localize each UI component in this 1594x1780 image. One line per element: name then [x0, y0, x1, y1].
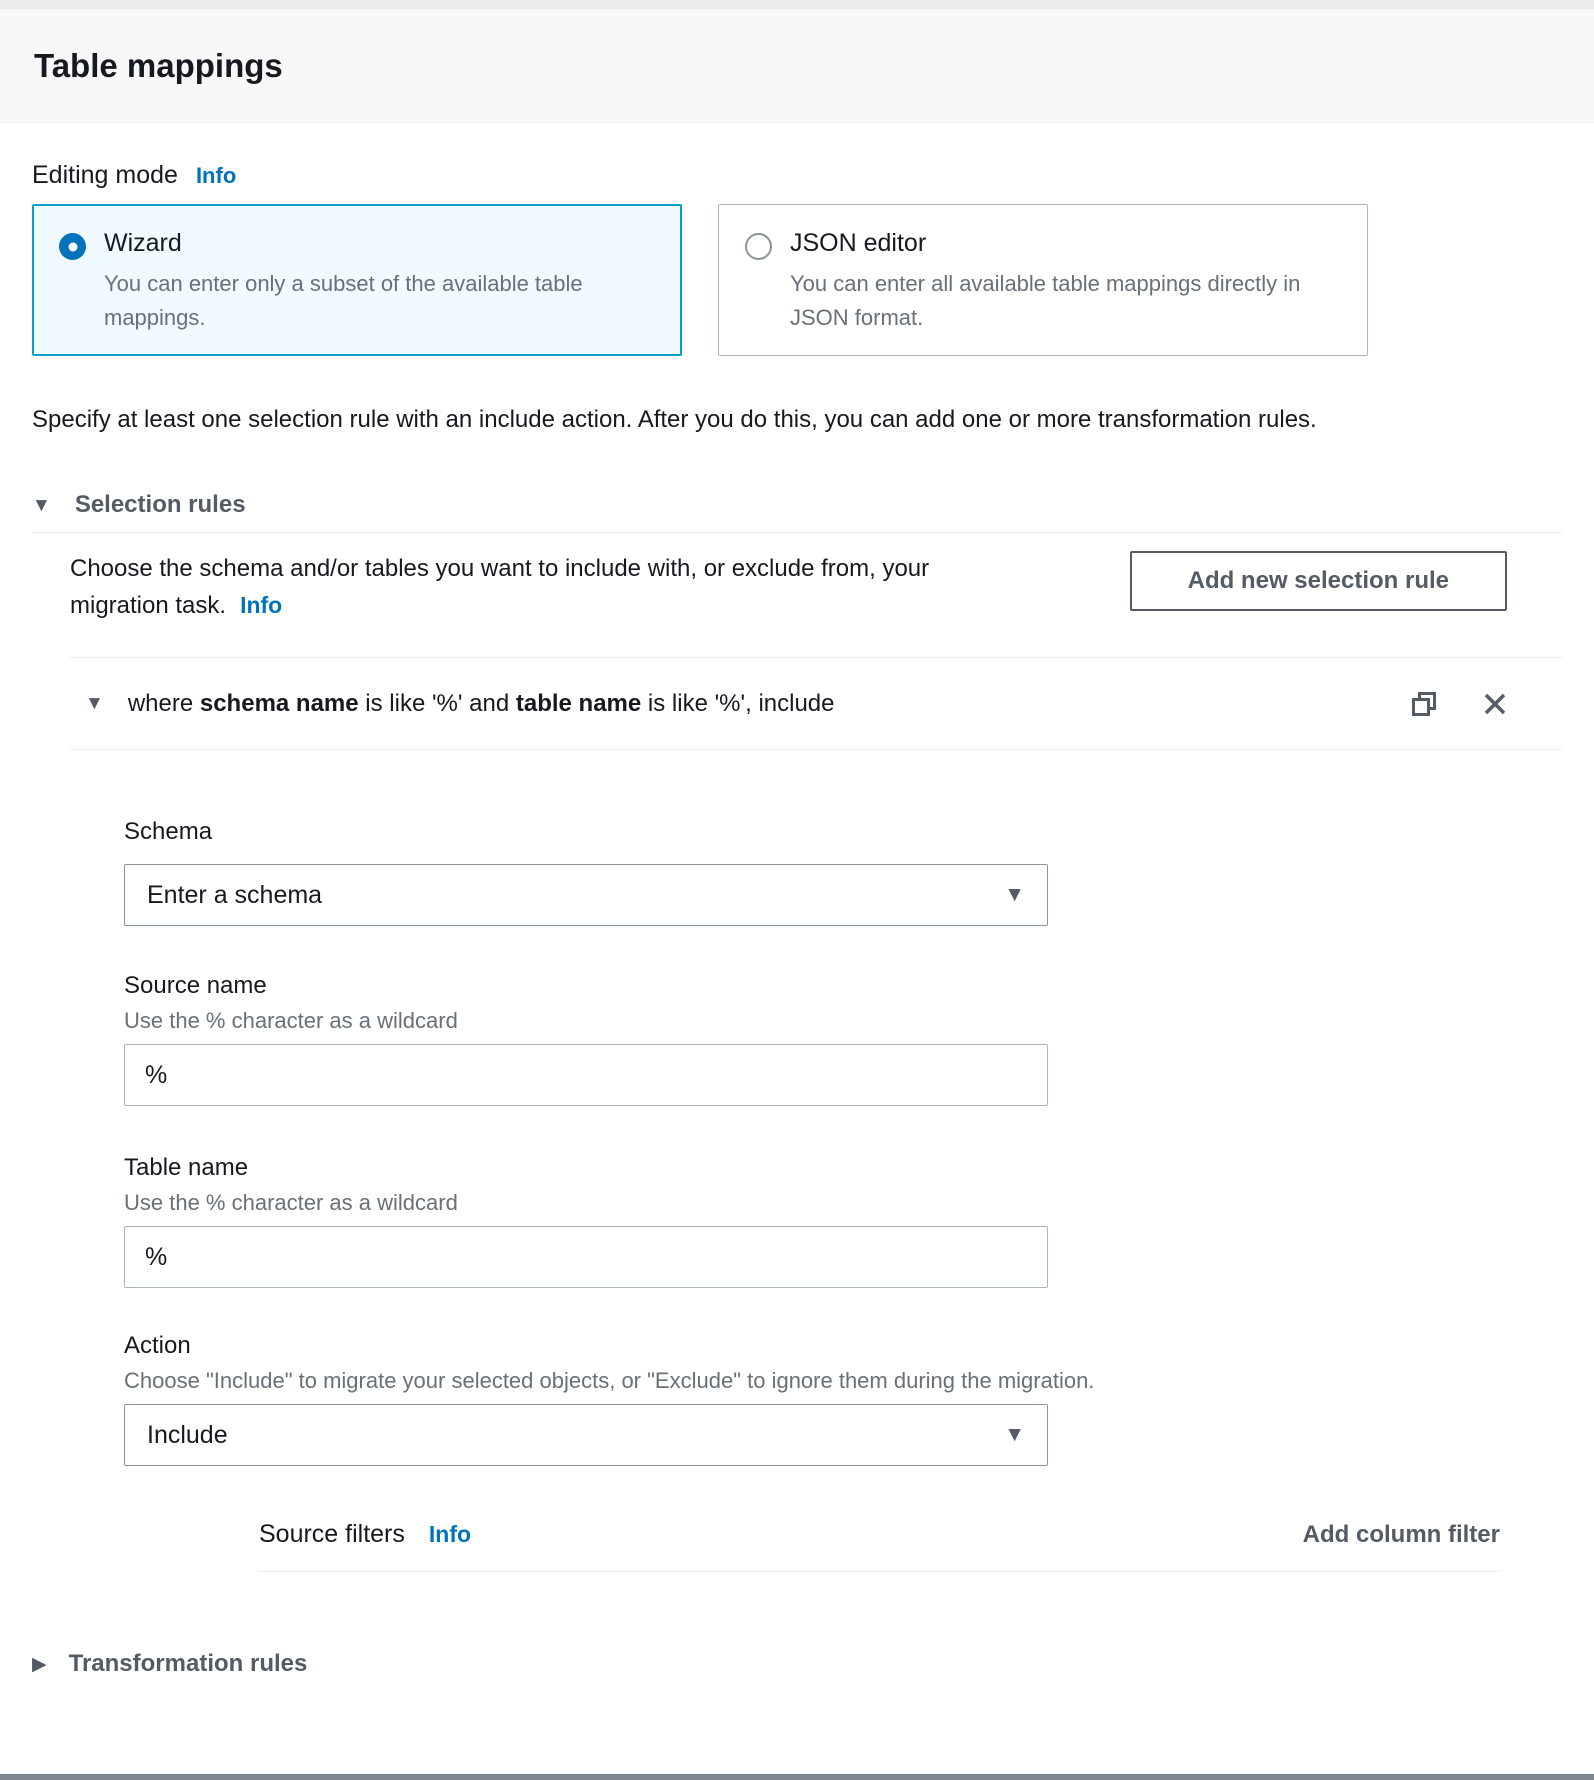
json-editor-option-label: JSON editor — [790, 229, 927, 257]
copy-icon — [1410, 689, 1438, 719]
schema-label: Schema — [124, 818, 213, 845]
add-column-filter-button[interactable]: Add column filter — [1302, 1521, 1500, 1548]
table-name-label: Table name — [124, 1154, 249, 1181]
selection-rule-row — [70, 657, 1562, 750]
duplicate-rule-button[interactable] — [1410, 689, 1438, 719]
source-name-label: Source name — [124, 972, 267, 999]
action-select-value: Include — [147, 1420, 228, 1449]
json-editor-radio[interactable] — [745, 233, 772, 260]
source-filters-row — [259, 1520, 1562, 1549]
rule-schema-term: schema name — [199, 689, 359, 717]
wizard-radio[interactable] — [59, 233, 86, 260]
wizard-option-label: Wizard — [104, 229, 182, 257]
action-select[interactable] — [124, 1404, 1048, 1466]
editing-mode-options — [32, 204, 1562, 356]
remove-rule-button[interactable] — [1480, 689, 1510, 719]
selection-rules-divider — [32, 532, 1562, 533]
rule-caret-down-icon[interactable]: ▼ — [85, 693, 104, 714]
transformation-rules-title: Transformation rules — [68, 1650, 308, 1677]
selection-rules-info-link[interactable]: Info — [240, 592, 283, 618]
rule-table-term: table name — [515, 689, 642, 717]
select-caret-down-icon: ▼ — [1004, 1423, 1025, 1446]
schema-select[interactable] — [124, 864, 1048, 926]
schema-field-group — [124, 818, 1562, 926]
selection-rules-header[interactable] — [32, 490, 1562, 520]
action-label: Action — [124, 1332, 191, 1359]
schema-select-value: Enter a schema — [147, 880, 323, 909]
caret-right-icon: ▶ — [32, 1653, 47, 1675]
table-name-field-group — [124, 1154, 1562, 1288]
source-filters-divider — [259, 1571, 1500, 1572]
json-editor-option-description: You can enter all available table mappings directly in JSON format. — [790, 271, 1301, 330]
select-caret-down-icon: ▼ — [1004, 883, 1025, 906]
page-title: Table mappings — [34, 46, 283, 84]
selection-rules-description: Choose the schema and/or tables you want to include with, or exclude from, your migration task. Info — [70, 555, 930, 619]
action-field-group — [124, 1332, 1562, 1466]
intro-text: Specify at least one selection rule with an include action. After you do this, you can add one or more transformation rules. — [32, 406, 1317, 433]
add-selection-rule-button[interactable]: Add new selection rule — [1130, 551, 1507, 611]
caret-down-icon: ▼ — [32, 494, 51, 516]
source-filters-info-link[interactable]: Info — [428, 1521, 472, 1547]
close-icon — [1480, 689, 1510, 719]
bottom-divider-bar — [0, 1774, 1594, 1780]
table-name-input[interactable] — [124, 1226, 1048, 1288]
source-name-input[interactable] — [124, 1044, 1048, 1106]
table-mappings-panel — [0, 161, 1594, 1680]
action-hint: Choose "Include" to migrate your selected objects, or "Exclude" to ignore them during the migration. — [124, 1368, 1095, 1393]
editing-mode-row — [32, 161, 1562, 190]
source-name-field-group — [124, 972, 1562, 1106]
table-name-hint: Use the % character as a wildcard — [124, 1190, 458, 1215]
wizard-option-description: You can enter only a subset of the available table mappings. — [104, 271, 583, 330]
rule-summary: where schema name is like '%' and table name is like '%', include — [127, 689, 835, 717]
source-name-hint: Use the % character as a wildcard — [124, 1008, 458, 1033]
transformation-rules-header[interactable] — [32, 1648, 1562, 1680]
selection-rules-toolbar — [32, 551, 1562, 624]
panel-header — [0, 9, 1594, 123]
top-strip — [0, 0, 1594, 9]
json-editor-option-card[interactable] — [718, 204, 1368, 356]
rule-form — [124, 818, 1562, 1466]
source-filters-label: Source filters — [259, 1520, 405, 1548]
editing-mode-label: Editing mode — [32, 161, 178, 189]
editing-mode-info-link[interactable]: Info — [195, 163, 237, 188]
wizard-option-card[interactable] — [32, 204, 682, 356]
selection-rules-title: Selection rules — [74, 491, 246, 518]
